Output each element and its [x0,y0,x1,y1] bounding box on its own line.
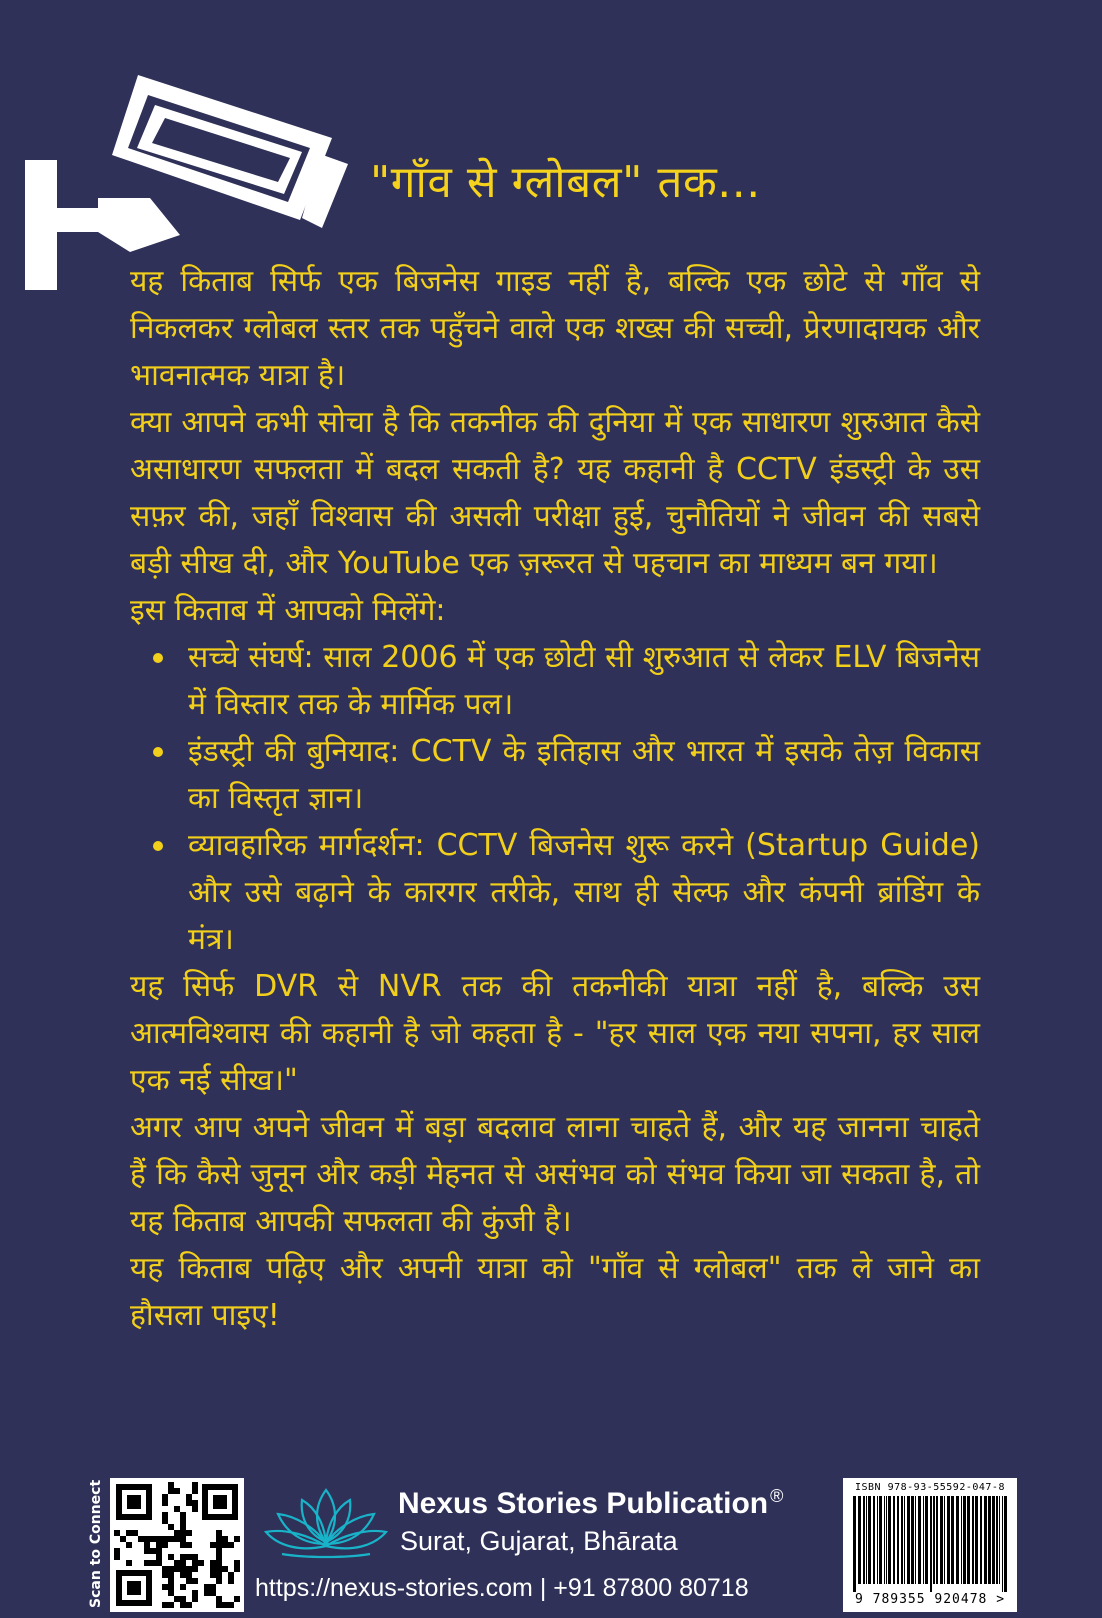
registered-mark: ® [770,1486,784,1506]
publisher-location: Surat, Gujarat, Bhārata [400,1526,678,1556]
journey-paragraph: यह सिर्फ DVR से NVR तक की तकनीकी यात्रा नहीं है, बल्कि उस आत्मविश्वास की कहानी है जो कहता है - "हर साल एक नया सपना, हर साल एक नई सीख।" [130,969,980,1098]
isbn-label: ISBN 978-93-55592-047-8 [855,1482,1005,1493]
barcode-bars [851,1496,1011,1592]
qr-code[interactable] [110,1478,244,1612]
motivation-paragraph: अगर आप अपने जीवन में बड़ा बदलाव लाना चाहते हैं, और यह जानना चाहते हैं कि कैसे जुनून और कड़ी मेहनत से असंभव को संभव किया जा सकता है, तो यह किताब आपकी सफलता की कुंजी है। [130,1110,980,1239]
scan-label: Scan to Connect [88,1479,104,1608]
list-intro: इस किताब में आपको मिलेंगे: [130,593,446,628]
intro-paragraph: यह किताब सिर्फ एक बिजनेस गाइड नहीं है, बल्कि एक छोटे से गाँव से निकलकर ग्लोबल स्तर तक पहुँचने वाले एक शख्स की सच्ची, प्रेरणादायक और भावनात्मक यात्रा है। [130,264,980,393]
feature-list [130,634,980,963]
closing-paragraph: यह किताब पढ़िए और अपनी यात्रा को "गाँव से ग्लोबल" तक ले जाने का हौसला पाइए! [130,1251,980,1333]
list-item: व्यावहारिक मार्गदर्शन: CCTV बिजनेस शुरू करने (Startup Guide) और उसे बढ़ाने के कारगर तरीके, साथ ही सेल्फ और कंपनी ब्रांडिंग के मंत्र। [188,822,980,963]
book-tagline-title: "गाँव से ग्लोबल" तक... [370,157,761,208]
list-item: इंडस्ट्री की बुनियाद: CCTV के इतिहास और भारत में इसके तेज़ विकास का विस्तृत ज्ञान। [188,728,980,822]
barcode-digits: 9 789355 920478 > [854,1592,1006,1607]
publisher-name: Nexus Stories Publication ® [398,1486,784,1520]
publisher-contact: https://nexus-stories.com | +91 87800 80718 [255,1574,749,1602]
lotus-logo-icon [262,1482,390,1560]
list-item: सच्चे संघर्ष: साल 2006 में एक छोटी सी शुरुआत से लेकर ELV बिजनेस में विस्तार तक के मार्मिक पल। [188,634,980,728]
isbn-barcode [843,1478,1017,1612]
blurb-text [130,258,980,1339]
story-paragraph: क्या आपने कभी सोचा है कि तकनीक की दुनिया में एक साधारण शुरुआत कैसे असाधारण सफलता में बदल सकती है? यह कहानी है CCTV इंडस्ट्री के उस सफ़र की, जहाँ विश्वास की असली परीक्षा हुई, चुनौतियों ने जीवन की सबसे बड़ी सीख दी, और YouTube एक ज़रूरत से पहचान का माध्यम बन गया। [130,405,980,581]
